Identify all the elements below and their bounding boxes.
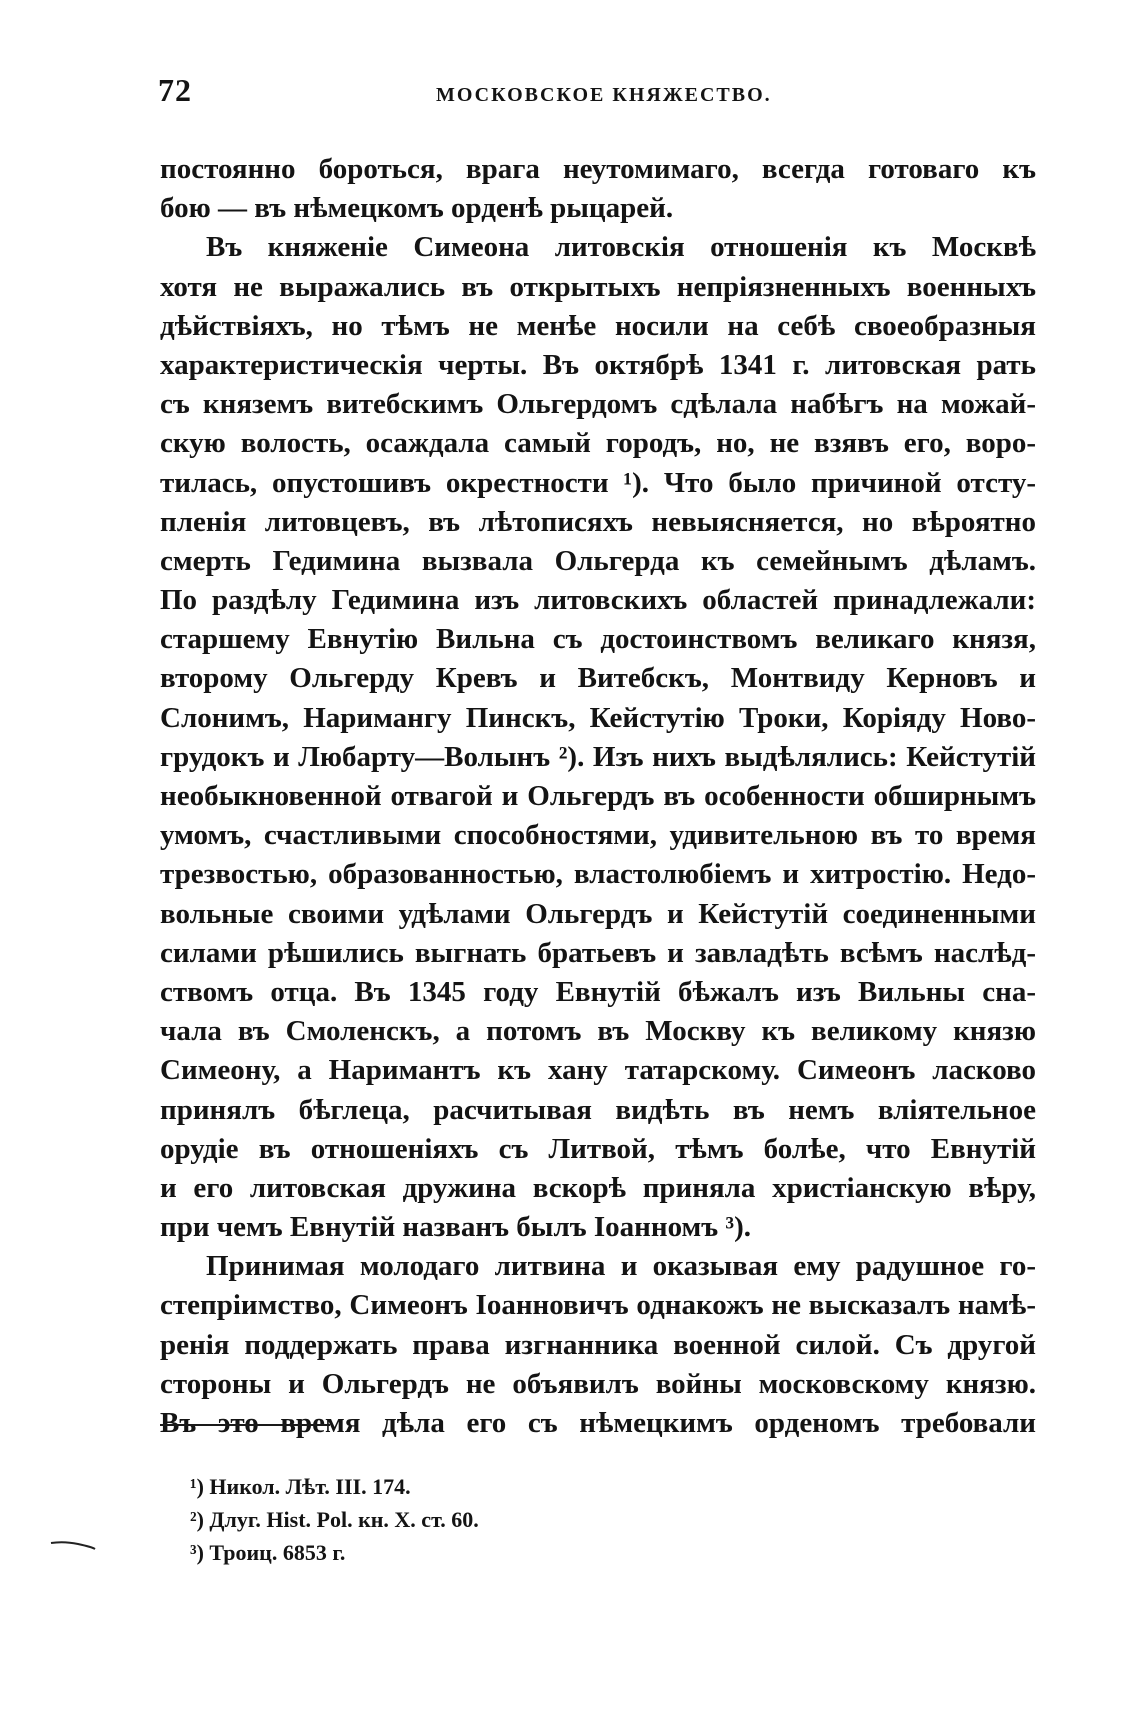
text-line: чала въ Смоленскъ, а потомъ въ Москву къ великому князю: [160, 1015, 1036, 1048]
text-line: принялъ бѣглеца, расчитывая видѣть въ немъ вліятельное: [160, 1093, 1036, 1126]
text-line: умомъ, счастливыми способностями, удивительною въ то время: [160, 819, 1036, 852]
text-line: По раздѣлу Гедимина изъ литовскихъ областей принадлежали:: [160, 584, 1036, 617]
text-line: постоянно бороться, врага неутомимаго, всегда готоваго къ: [160, 153, 1036, 185]
text-line: ренія поддержать права изгнанника военной силой. Съ другой: [160, 1328, 1036, 1361]
text-line: трезвостью, образованностью, властолюбіемъ и хитростію. Недо-: [160, 858, 1036, 891]
text-line: орудіе въ отношеніяхъ съ Литвой, тѣмъ болѣе, что Евнутій: [160, 1132, 1036, 1165]
text-line: вольные своими удѣлами Ольгердъ и Кейстутій соединенными: [160, 897, 1036, 930]
text-line: съ княземъ витебскимъ Ольгердомъ сдѣлала набѣгъ на можай-: [160, 388, 1036, 421]
footnote: ¹) Никол. Лѣт. III. 174.: [190, 1474, 411, 1499]
text-line: второму Ольгерду Кревъ и Витебскъ, Монтвиду Керновъ и: [160, 662, 1036, 695]
text-line: и его литовская дружина вскорѣ приняла христіанскую вѣру,: [160, 1171, 1036, 1204]
running-head: МОСКОВСКОЕ КНЯЖЕСТВО.: [436, 84, 772, 106]
text-line: старшему Евнутію Вильна съ достоинствомъ великаго князя,: [160, 623, 1036, 656]
footnotes: [190, 1470, 790, 1569]
text-line: тилась, опустошивъ окрестности ¹). Что было причиной отсту-: [160, 466, 1036, 499]
text-line: скую волость, осаждала самый городъ, но, не взявъ его, воро-: [160, 427, 1036, 460]
text-line: Слонимъ, Наримангу Пинскъ, Кейстутію Троки, Коріяду Ново-: [160, 701, 1036, 734]
text-line: степріимство, Симеонъ Іоанновичъ однакожъ не высказалъ намѣ-: [160, 1289, 1036, 1322]
text-line: ствомъ отца. Въ 1345 году Евнутій бѣжалъ изъ Вильны сна-: [160, 975, 1036, 1008]
text-line: Симеону, а Наримантъ къ хану татарскому. Симеонъ ласково: [160, 1054, 1036, 1087]
text-line: хотя не выражались въ открытыхъ непріязненныхъ военныхъ: [160, 270, 1036, 303]
ink-smudge: [50, 1540, 96, 1550]
footnote: ³) Троиц. 6853 г.: [190, 1540, 346, 1565]
text-line: пленія литовцевъ, въ лѣтописяхъ невыясняется, но вѣроятно: [160, 505, 1036, 538]
text-line: Принимая молодаго литвина и оказывая ему радушное го-: [206, 1250, 1036, 1283]
text-line: дѣйствіяхъ, но тѣмъ не менѣе носили на себѣ своеобразныя: [160, 309, 1036, 342]
page-header: [158, 72, 1038, 122]
text-line: стороны и Ольгердъ не объявилъ войны московскому князю.: [160, 1367, 1036, 1400]
text-line: силами рѣшились выгнать братьевъ и завладѣть всѣмъ наслѣд-: [160, 936, 1036, 969]
body-text: [160, 150, 1036, 1443]
text-line: необыкновенной отвагой и Ольгердъ въ особенности обширнымъ: [160, 780, 1036, 812]
text-line: характеристическія черты. Въ октябрѣ 1341 г. литовская рать: [160, 348, 1036, 381]
text-line: при чемъ Евнутій названъ былъ Іоанномъ ³).: [160, 1211, 752, 1244]
page-number: 72: [158, 72, 192, 108]
footnote-separator: [160, 1424, 330, 1426]
text-line: грудокъ и Любарту—Волынъ ²). Изъ нихъ выдѣлялись: Кейстутій: [160, 740, 1036, 773]
footnote: ²) Длуг. Hist. Pol. кн. X. ст. 60.: [190, 1507, 479, 1532]
text-line: Въ княженіе Симеона литовскія отношенія къ Москвѣ: [206, 231, 1036, 264]
text-line: смерть Гедимина вызвала Ольгерда къ семейнымъ дѣламъ.: [160, 544, 1036, 577]
text-line: бою — въ нѣмецкомъ орденѣ рыцарей.: [160, 192, 674, 225]
text-line: Въ это время дѣла его съ нѣмецкимъ орденомъ требовали: [160, 1407, 1036, 1439]
